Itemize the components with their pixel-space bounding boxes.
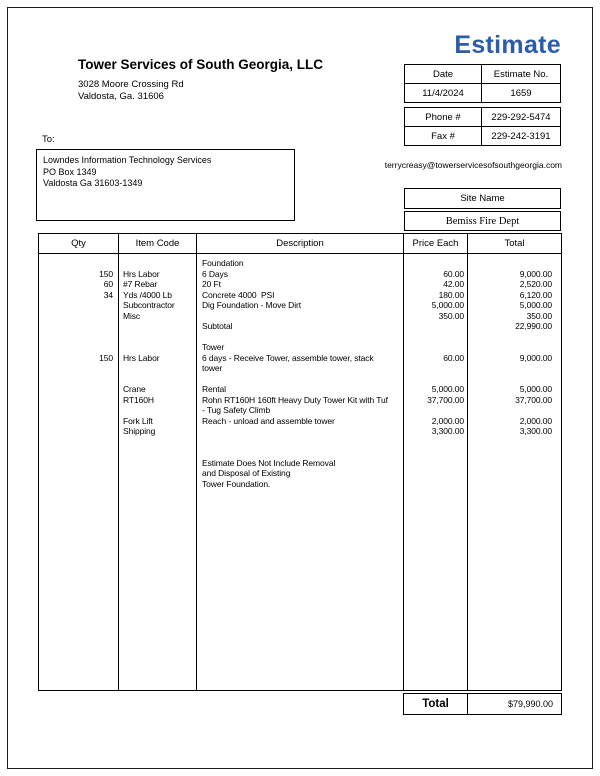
table-row [405,126,560,145]
table-cell [197,437,403,448]
fax-value: 229-242-3191 [491,130,551,142]
site-name-value: Bemiss Fire Dept [404,211,561,231]
company-name: Tower Services of South Georgia, LLC [78,57,324,72]
table-cell: - Tug Safety Climb [202,405,271,415]
fax-label: Fax # [405,127,482,145]
table-cell [39,258,118,269]
table-cell: Crane [123,384,146,394]
table-cell [39,416,118,427]
table-cell: Subcontractor [123,300,175,310]
grand-total-box [403,693,562,715]
table-cell [119,468,196,479]
table-cell: 350.00 [526,310,552,321]
table-cell [39,300,118,311]
table-cell [39,479,118,490]
table-cell [39,332,118,343]
table-cell: 350.00 [438,310,464,321]
qty-column [39,254,119,690]
table-cell [468,458,561,469]
table-cell [119,374,196,385]
table-cell: Rohn RT160H 160ft Heavy Duty Tower Kit with Tuf [202,394,388,405]
table-cell: 5,000.00 [519,384,552,394]
table-cell: Shipping [123,426,156,436]
table-cell [468,374,561,385]
table-cell [404,258,467,269]
phone-fax-table [404,107,561,146]
date-value: 11/4/2024 [405,84,482,102]
table-cell [119,458,196,469]
recipient-line: Lowndes Information Technology Services [43,155,212,165]
table-cell [404,374,467,385]
table-cell [197,426,403,437]
date-label: Date [405,65,482,83]
table-cell [468,405,561,416]
table-cell [119,363,196,374]
table-cell: 9,000.00 [519,268,552,279]
table-cell: Rental [202,384,226,394]
table-cell [39,384,118,395]
table-cell: #7 Rebar [123,279,158,289]
item-code-header: Item Code [119,234,197,253]
table-cell [404,437,467,448]
table-cell: 60 [103,279,113,289]
item-code-column [119,254,197,690]
table-cell [468,447,561,458]
qty-header: Qty [39,234,119,253]
recipient-address-box [36,149,295,221]
description-header: Description [197,234,404,253]
description-column [197,254,404,690]
table-cell: 9,000.00 [519,352,552,363]
table-cell [404,479,467,490]
recipient-line: Valdosta Ga 31603-1349 [43,178,143,188]
table-cell: 42.00 [443,279,464,289]
table-cell: Fork Lift [123,415,153,426]
site-name-label: Site Name [404,188,561,209]
grand-total-label: Total [404,694,468,714]
table-cell: Hrs Labor [123,268,160,279]
table-cell: 5,000.00 [431,384,464,394]
recipient-line: PO Box 1349 [43,166,97,177]
table-row [405,65,560,83]
price-each-column [404,254,468,690]
table-cell: 3,300.00 [431,426,464,436]
table-cell [468,258,561,269]
table-cell: 2,000.00 [519,415,552,426]
table-cell [39,437,118,448]
table-cell [197,447,403,458]
phone-label: Phone # [405,108,482,126]
company-address-line2: Valdosta, Ga. 31606 [78,91,164,102]
table-cell: Foundation [202,258,244,268]
table-cell: Misc [123,310,141,321]
table-cell: Tower [202,342,225,352]
table-cell: 150 [99,352,113,363]
table-cell [119,342,196,353]
line-items-table [38,233,562,691]
table-cell [39,363,118,374]
estimate-no-label: Estimate No. [493,68,549,80]
table-cell: Yds /4000 Lb [123,289,172,300]
price-each-header: Price Each [404,234,468,253]
table-row [405,108,560,126]
table-cell [404,468,467,479]
date-estimate-table [404,64,561,103]
table-cell: 2,520.00 [519,279,552,289]
table-cell: 60.00 [443,352,464,363]
table-cell [119,479,196,490]
table-cell: 60.00 [443,268,464,279]
estimate-no-value: 1659 [510,87,532,99]
table-cell: tower [202,363,223,373]
table-cell [39,468,118,479]
company-block [78,57,323,103]
table-cell [404,363,467,374]
table-cell: Concrete 4000 PSI [202,289,275,300]
table-cell [468,479,561,490]
table-cell: 150 [99,268,113,279]
table-cell [39,395,118,406]
table-cell: Dig Foundation - Move Dirt [202,300,301,310]
table-cell: 180.00 [438,289,464,300]
table-cell: Estimate Does Not Include Removal [202,457,336,468]
table-cell: Subtotal [202,321,233,331]
total-column [468,254,561,690]
table-cell [404,342,467,353]
table-cell [119,447,196,458]
table-cell: Reach - unload and assemble tower [202,415,335,426]
table-cell [39,342,118,353]
table-cell [39,311,118,322]
phone-value: 229-292-5474 [491,111,551,123]
table-cell: RT160H [123,394,154,405]
table-cell [197,311,403,322]
table-cell: 34 [103,289,113,300]
table-cell [404,332,467,343]
table-cell: Hrs Labor [123,352,160,363]
table-header-row [39,234,561,254]
table-cell [39,447,118,458]
table-cell: 6,120.00 [519,289,552,300]
table-cell: 6 Days [202,268,228,279]
table-cell [119,332,196,343]
table-cell [119,405,196,416]
table-cell [39,374,118,385]
table-cell [404,458,467,469]
table-cell [468,363,561,374]
table-cell [119,437,196,448]
table-cell: 37,700.00 [515,394,552,405]
table-cell [119,321,196,332]
table-cell [39,458,118,469]
table-cell [468,342,561,353]
table-row [405,83,560,102]
table-cell: 22,990.00 [515,321,552,331]
grand-total-value: $79,990.00 [507,699,553,709]
table-cell: and Disposal of Existing [202,468,291,478]
table-cell [404,321,467,332]
table-cell [39,321,118,332]
company-email: terrycreasy@towerservicesofsouthgeorgia.com [384,160,562,170]
document-title: Estimate [454,31,561,59]
table-cell [39,405,118,416]
table-cell [468,437,561,448]
table-cell [404,405,467,416]
table-cell: 20 Ft [202,279,221,289]
table-cell [119,258,196,269]
table-cell [404,447,467,458]
table-cell [39,426,118,437]
table-cell [468,332,561,343]
table-cell: Tower Foundation. [202,478,271,489]
table-cell: 5,000.00 [519,300,552,310]
table-cell [468,468,561,479]
total-header: Total [504,238,525,249]
table-cell [197,374,403,385]
company-address-line1: 3028 Moore Crossing Rd [78,79,184,90]
to-label: To: [42,134,55,145]
table-cell: 37,700.00 [427,394,464,405]
table-cell: 6 days - Receive Tower, assemble tower, stack [202,352,374,363]
table-cell: 3,300.00 [519,426,552,436]
table-cell: 2,000.00 [431,415,464,426]
table-cell [197,332,403,343]
table-cell: 5,000.00 [431,300,464,310]
table-body [39,254,561,690]
